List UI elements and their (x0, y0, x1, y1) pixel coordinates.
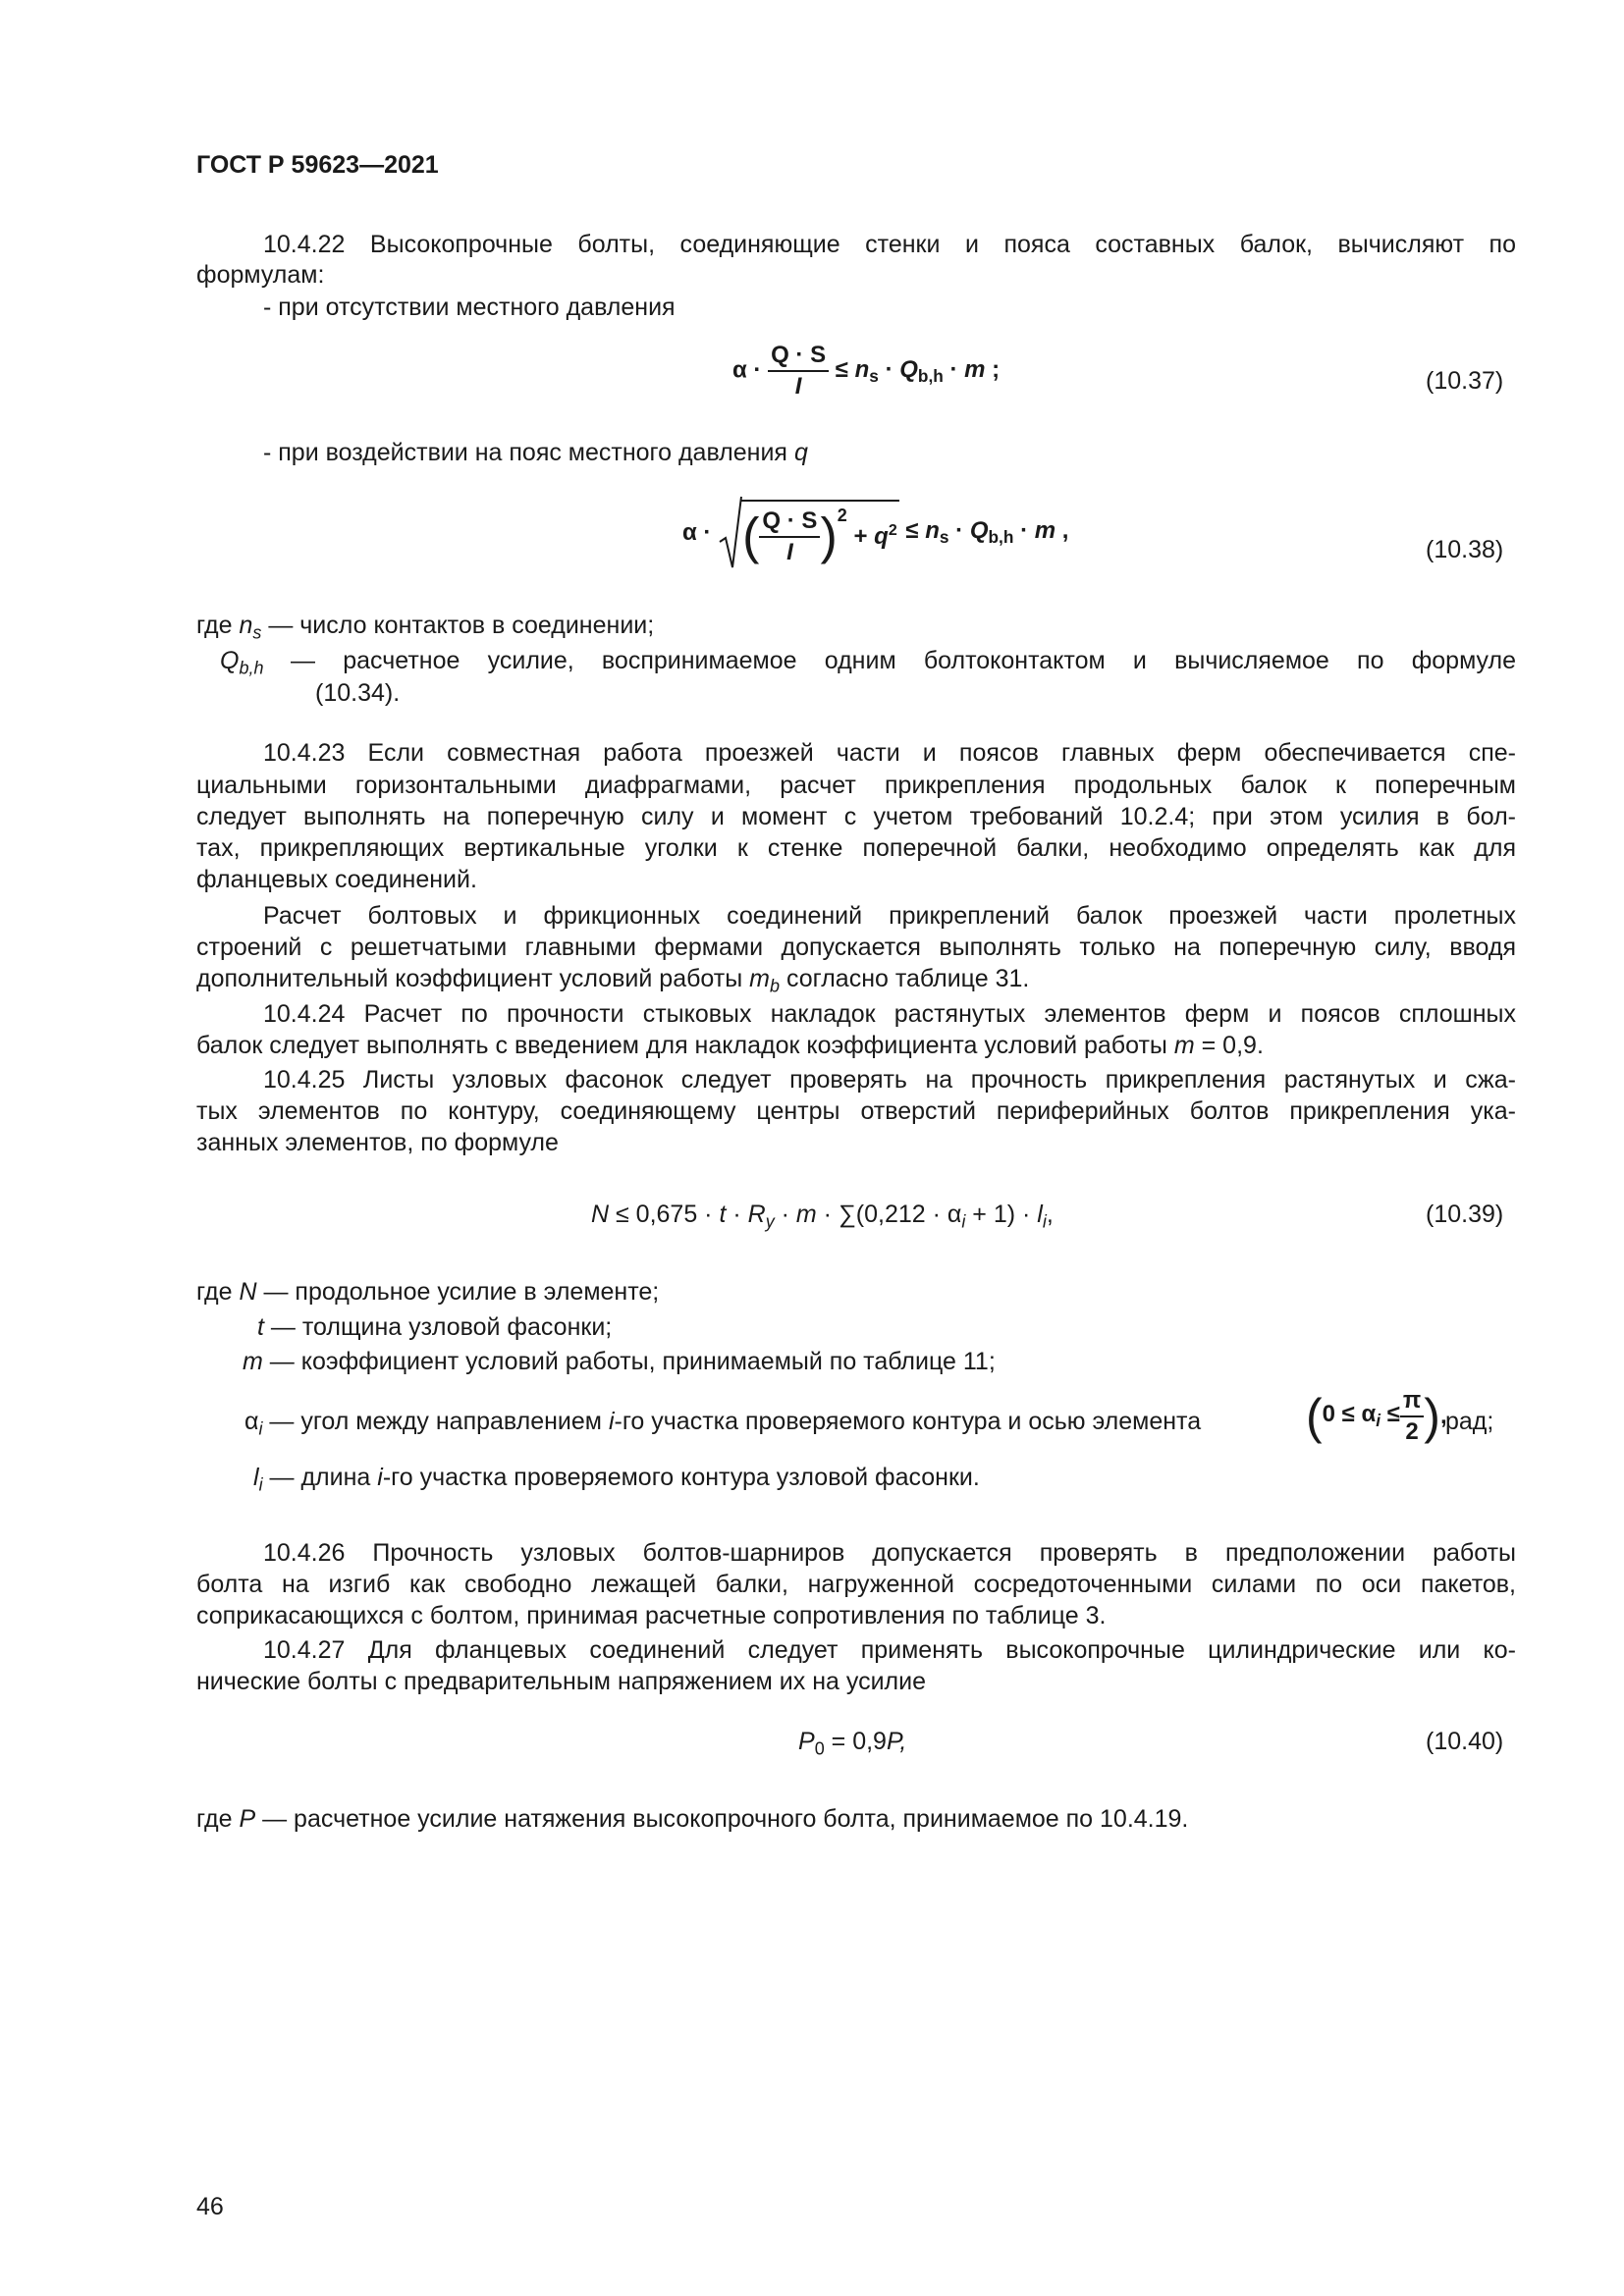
equation-number-10-37: (10.37) (1426, 367, 1504, 395)
para-10-4-27-line2: нические болты с предварительным напряжением их на усилие (196, 1668, 926, 1695)
para-10-4-23-line5: фланцевых соединений. (196, 866, 477, 893)
where-l: $l_i$ — длина i-го участка проверяемого контура узловой фасонки. (253, 1464, 980, 1495)
para-10-4-23-line2: циальными горизонтальными диафрагмами, расчет прикрепления продольных балок к поперечным (196, 772, 1516, 799)
where-qbh-symbol: $Q_{b,h}$ (220, 647, 264, 678)
para-10-4-27-line1: 10.4.27 Для фланцевых соединений следует применять высокопрочные цилиндрические или ко- (263, 1636, 1516, 1664)
where-ns: где $n_s$ — число контактов в соединении; (196, 612, 655, 643)
where-alpha: $\alpha_i$ — угол между направлением i-го участка проверяемого контура и осью элемента (244, 1408, 1202, 1439)
para-10-4-25-line1: 10.4.25 Листы узловых фасонок следует проверять на прочность прикрепления растянутых и сжа- (263, 1066, 1516, 1094)
para-10-4-26-line1: 10.4.26 Прочность узловых болтов-шарниров допускается проверять в предположении работы (263, 1539, 1516, 1567)
bullet-no-local-pressure: - при отсутствии местного давления (263, 294, 676, 321)
formula-10-37: α · $\frac{Q \cdot S}{I}$ ≤ $n_s \cdot Q_{b,h} \cdot m$ ; (732, 342, 1001, 400)
para-10-4-22-line1: 10.4.22 Высокопрочные болты, соединяющие стенки и пояса составных балок, вычисляют по (263, 231, 1516, 258)
alpha-unit: рад; (1445, 1408, 1494, 1435)
page-number: 46 (196, 2193, 224, 2220)
para-10-4-23-line1: 10.4.23 Если совместная работа проезжей части и поясов главных ферм обеспечивается спе- (263, 739, 1516, 767)
para-10-4-23b-line2: строений с решетчатыми главными фермами допускается выполнять только на поперечную силу, вводя (196, 934, 1516, 961)
formula-10-39: $N \le 0,675 \cdot t \cdot R_y \cdot m \cdot \sum(0,212 \cdot \alpha_i + 1) \cdot l_i$, (591, 1201, 1054, 1232)
equation-number-10-40: (10.40) (1426, 1728, 1504, 1755)
alpha-range-formula: ($0 \le \alpha_i$ ≤ $\frac{\pi}{2}$ ), (1306, 1387, 1447, 1445)
where-p: где P — расчетное усилие натяжения высокопрочного болта, принимаемое по 10.4.19. (196, 1805, 1189, 1833)
para-10-4-24-line1: 10.4.24 Расчет по прочности стыковых накладок растянутых элементов ферм и поясов сплошных (263, 1000, 1516, 1028)
formula-10-38: α · ( $\frac{Q \cdot S}{I}$ )$^2 + q^2 \le n_s \cdot Q_{b,h} \cdot m$ , (682, 495, 1068, 571)
para-10-4-23-line3: следует выполнять на поперечную силу и момент с учетом требований 10.2.4; при этом усилия в бол- (196, 803, 1516, 830)
para-10-4-24-line2: балок следует выполнять с введением для накладок коэффициента условий работы m = 0,9. (196, 1032, 1264, 1059)
where-m: m — коэффициент условий работы, принимаемый по таблице 11; (243, 1348, 996, 1375)
para-10-4-25-line2: тых элементов по контуру, соединяющему центры отверстий периферийных болтов прикрепления ука- (196, 1097, 1516, 1125)
para-10-4-25-line3: занных элементов, по формуле (196, 1129, 559, 1156)
para-10-4-26-line3: соприкасающихся с болтом, принимая расчетные сопротивления по таблице 3. (196, 1602, 1107, 1629)
bullet-local-pressure: - при воздействии на пояс местного давления q (263, 439, 808, 466)
document-header: ГОСТ Р 59623—2021 (196, 151, 439, 179)
para-10-4-23b-line3: дополнительный коэффициент условий работы $m_b$ согласно таблице 31. (196, 965, 1030, 996)
formula-10-40: $P_0 = 0,9P$, (798, 1728, 907, 1759)
where-qbh-ref: (10.34). (315, 679, 401, 707)
para-10-4-22-line2: формулам: (196, 261, 325, 289)
para-10-4-26-line2: болта на изгиб как свободно лежащей балки, нагруженной сосредоточенными силами по оси пакетов, (196, 1571, 1516, 1598)
para-10-4-23b-line1: Расчет болтовых и фрикционных соединений прикреплений балок проезжей части пролетных (263, 902, 1516, 930)
para-10-4-23-line4: тах, прикрепляющих вертикальные уголки к стенке поперечной балки, необходимо определять как для (196, 834, 1516, 862)
where-t: t — толщина узловой фасонки; (257, 1313, 613, 1341)
where-n: где N — продольное усилие в элементе; (196, 1278, 660, 1306)
equation-number-10-39: (10.39) (1426, 1201, 1504, 1228)
equation-number-10-38: (10.38) (1426, 536, 1504, 563)
where-qbh-text: — расчетное усилие, воспринимаемое одним болтоконтактом и вычисляемое по формуле (291, 647, 1516, 674)
